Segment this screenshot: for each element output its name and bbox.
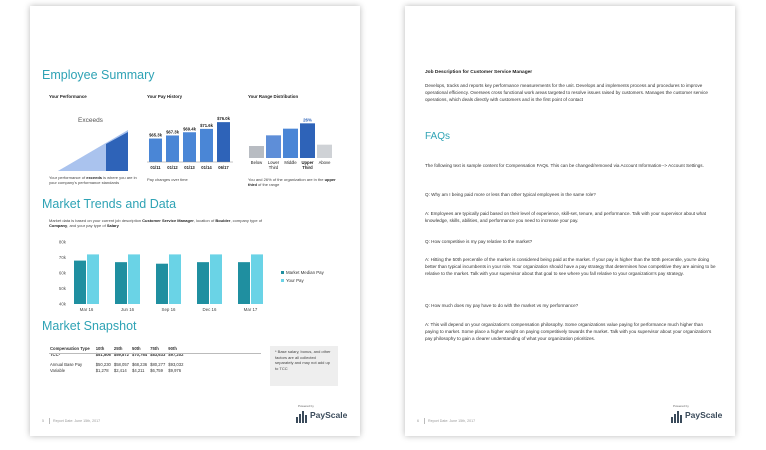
performance-label: Your Performance [49, 94, 87, 99]
report-date: Report Date: June 15th, 2017 [428, 419, 476, 423]
table-cell: Variable [50, 368, 66, 374]
payscale-logo-icon [296, 411, 308, 423]
table-cell: $80,277 [150, 361, 166, 367]
table-header: 50th [132, 346, 141, 351]
pay-history-label: Your Pay History [147, 94, 183, 99]
pay-history-value-label: $71.6k [200, 122, 213, 128]
pay-history-chart [147, 116, 235, 174]
market-trend-bar [238, 262, 250, 304]
market-trends-chart [48, 238, 338, 316]
report-page-1 [30, 6, 360, 436]
table-cell: $68,236 [132, 361, 148, 367]
table-header: Compensation Type [50, 346, 90, 351]
legend-label: Market Median Pay [286, 270, 324, 275]
pay-history-bar [166, 135, 179, 162]
pay-history-date-label: 01/11 [150, 165, 161, 170]
range-distribution-description: You and 26% of the organization are in the upper third of the range [248, 177, 336, 188]
x-axis-tick-label: Dec 16 [202, 307, 217, 312]
powered-by-label: Powered by [298, 404, 314, 408]
job-description-text: Develops, tracks and reports key performance measurements for the unit. Develops and implements process and procedures to improve operational efficiency. Oversees cross functional work areas targeted to resolve issues raised by customers. Manages the customer service operations, which deals directly with customers and is the first point of contact [425, 83, 708, 102]
y-axis-tick-label: 50k [58, 286, 66, 291]
table-row [50, 368, 186, 374]
payscale-logo-text: PayScale [310, 410, 348, 420]
pay-history-value-label: $69.4k [183, 126, 196, 132]
pay-history-date-label: 06/17 [218, 165, 229, 170]
market-trends-title: Market Trends and Data [42, 197, 177, 211]
table-cell: $70,764 [132, 352, 148, 358]
faq-answer-3: A: This will depend on your organization's compensation philosophy. Some organizations value paying for performance much higher than paying to market. Some place a higher weight on paying competitively towards the market. Talk with you supervisor about your organization's pay philosophy to gain a clearer understanding of what your organization prioritizes. [425, 322, 712, 341]
y-axis-tick-label: 70k [58, 255, 66, 260]
performance-wedge-graphic [58, 130, 128, 172]
table-divider [49, 353, 261, 354]
pay-history-bar [200, 129, 213, 162]
payscale-logo-icon [671, 411, 683, 423]
pay-history-date-label: 01/13 [184, 165, 195, 170]
legend-swatch [281, 271, 284, 274]
range-distribution-label: Middle [284, 160, 297, 165]
market-snapshot-table [50, 346, 186, 375]
table-cell: $1,278 [95, 368, 109, 374]
market-trends-description: Market data is based on your current job description Customer Service Manager, location of Boulder, company type of Company, and your pay type of Salary [49, 218, 263, 229]
page-number: 6 [417, 419, 419, 423]
table-cell: TCC* [50, 352, 61, 358]
footer-divider [49, 418, 50, 424]
report-page-2 [405, 6, 735, 436]
legend-label: Your Pay [286, 278, 304, 283]
x-axis-tick-label: Mar 16 [79, 307, 94, 312]
snapshot-note: * Base salary, bonus, and other factors are all collected separately and may not add up to TCC [270, 346, 338, 386]
table-header: 10th [95, 346, 105, 351]
range-distribution-label: Below [250, 160, 263, 165]
range-distribution-label: Third [268, 165, 279, 170]
market-trend-bar [87, 254, 99, 304]
pay-history-note: Pay changes over time [147, 177, 188, 182]
employee-summary-title: Employee Summary [42, 68, 155, 82]
pay-history-date-label: 01/14 [201, 165, 212, 170]
range-distribution-label: Above [318, 160, 331, 165]
faq-question-1: Q: Why am I being paid more or less than other typical employees in the same role? [425, 192, 596, 197]
payscale-logo-text: PayScale [685, 410, 723, 420]
range-distribution-bar [249, 146, 264, 158]
range-distribution-highlight: 26% [303, 118, 312, 123]
range-distribution-bar [317, 145, 332, 158]
range-distribution-bar [266, 135, 281, 158]
market-trend-bar [210, 254, 222, 304]
y-axis-tick-label: 80k [58, 239, 66, 245]
table-header: 75th [150, 346, 159, 351]
table-cell: $50,230 [95, 361, 111, 367]
report-date: Report Date: June 15th, 2017 [53, 419, 101, 423]
table-cell: $4,211 [132, 368, 145, 374]
table-header: 25th [113, 346, 123, 351]
market-trend-bar [115, 262, 127, 304]
market-trend-bar [156, 264, 168, 304]
table-cell: $59,872 [113, 352, 129, 358]
footer-divider [424, 418, 425, 424]
table-cell: $83,633 [150, 352, 166, 358]
table-header: 90th [168, 346, 177, 351]
market-trend-bar [197, 262, 209, 304]
page-number: 5 [42, 419, 44, 423]
range-distribution-label: Upper [301, 160, 314, 165]
table-cell: $6,759 [150, 368, 163, 374]
table-cell: $58,057 [113, 361, 129, 367]
faq-answer-1: A: Employees are typically paid based on their level of experience, skill-set, tenure, and performance. Talk with your supervisor about what knowledge, skills, abilities, and performance you need to increase your pay. [425, 211, 707, 223]
legend-swatch [281, 279, 284, 282]
job-description-title: Job Description for Customer Service Manager [425, 70, 533, 75]
pay-history-date-label: 01/12 [167, 165, 178, 170]
range-distribution-label: Third [302, 165, 313, 170]
table-cell: Annual Base Pay [50, 361, 83, 367]
pay-history-value-label: $76.0k [217, 116, 230, 122]
performance-rating: Exceeds [78, 117, 103, 124]
x-axis-tick-label: Jun 16 [120, 307, 135, 312]
y-axis-tick-label: 40k [58, 301, 66, 307]
x-axis-tick-label: Sep 16 [161, 307, 176, 312]
market-snapshot-title: Market Snapshot [42, 319, 137, 333]
pay-history-bar [183, 132, 196, 162]
table-cell: $97,202 [168, 352, 184, 358]
pay-history-bar [149, 139, 162, 162]
market-trend-bar [251, 254, 263, 304]
range-distribution-chart [247, 118, 339, 174]
powered-by-label: Powered by [673, 404, 689, 408]
x-axis-tick-label: Mar 17 [243, 307, 258, 312]
y-axis-tick-label: 60k [58, 270, 66, 276]
table-cell: $93,032 [168, 361, 184, 367]
performance-description: Your performance of exceeds is where you are in your company's performance standards [49, 175, 137, 186]
range-distribution-label: Your Range Distribution [248, 94, 299, 99]
faqs-title: FAQs [425, 131, 451, 142]
range-distribution-bar [283, 129, 298, 158]
range-distribution-label: Lower [267, 160, 280, 165]
table-cell: $9,976 [168, 368, 182, 374]
market-trend-bar [74, 261, 86, 304]
faq-question-3: Q: How much does my pay have to do with the market vs my performance? [425, 303, 579, 308]
pay-history-value-label: $65.3k [149, 132, 162, 138]
pay-history-bar [217, 122, 230, 162]
market-trend-bar [169, 254, 181, 304]
faq-question-2: Q: How competitive is my pay relative to the market? [425, 239, 533, 244]
table-cell: $2,414 [113, 368, 127, 374]
faq-intro: The following text is sample content for Compensation FAQs. This can be changed/removed via Account Information--> Account Settings. [425, 163, 704, 168]
pay-history-value-label: $67.3k [166, 129, 179, 135]
table-row [50, 359, 186, 368]
table-cell: $51,506 [95, 352, 111, 358]
faq-answer-2: A: Hitting the 50th percentile of the market is considered being paid at the market. If your pay is higher than the 50th percentile, you're doing better than typical incumbents in your role. Your organization should have a pay strategy that determines how competitive they are aiming to be relative to the market. Talk with your supervisor about that goal to see where you fall relative to your organization's pay strategy. [425, 257, 716, 276]
range-distribution-bar [300, 123, 315, 158]
market-trend-bar [128, 254, 140, 304]
